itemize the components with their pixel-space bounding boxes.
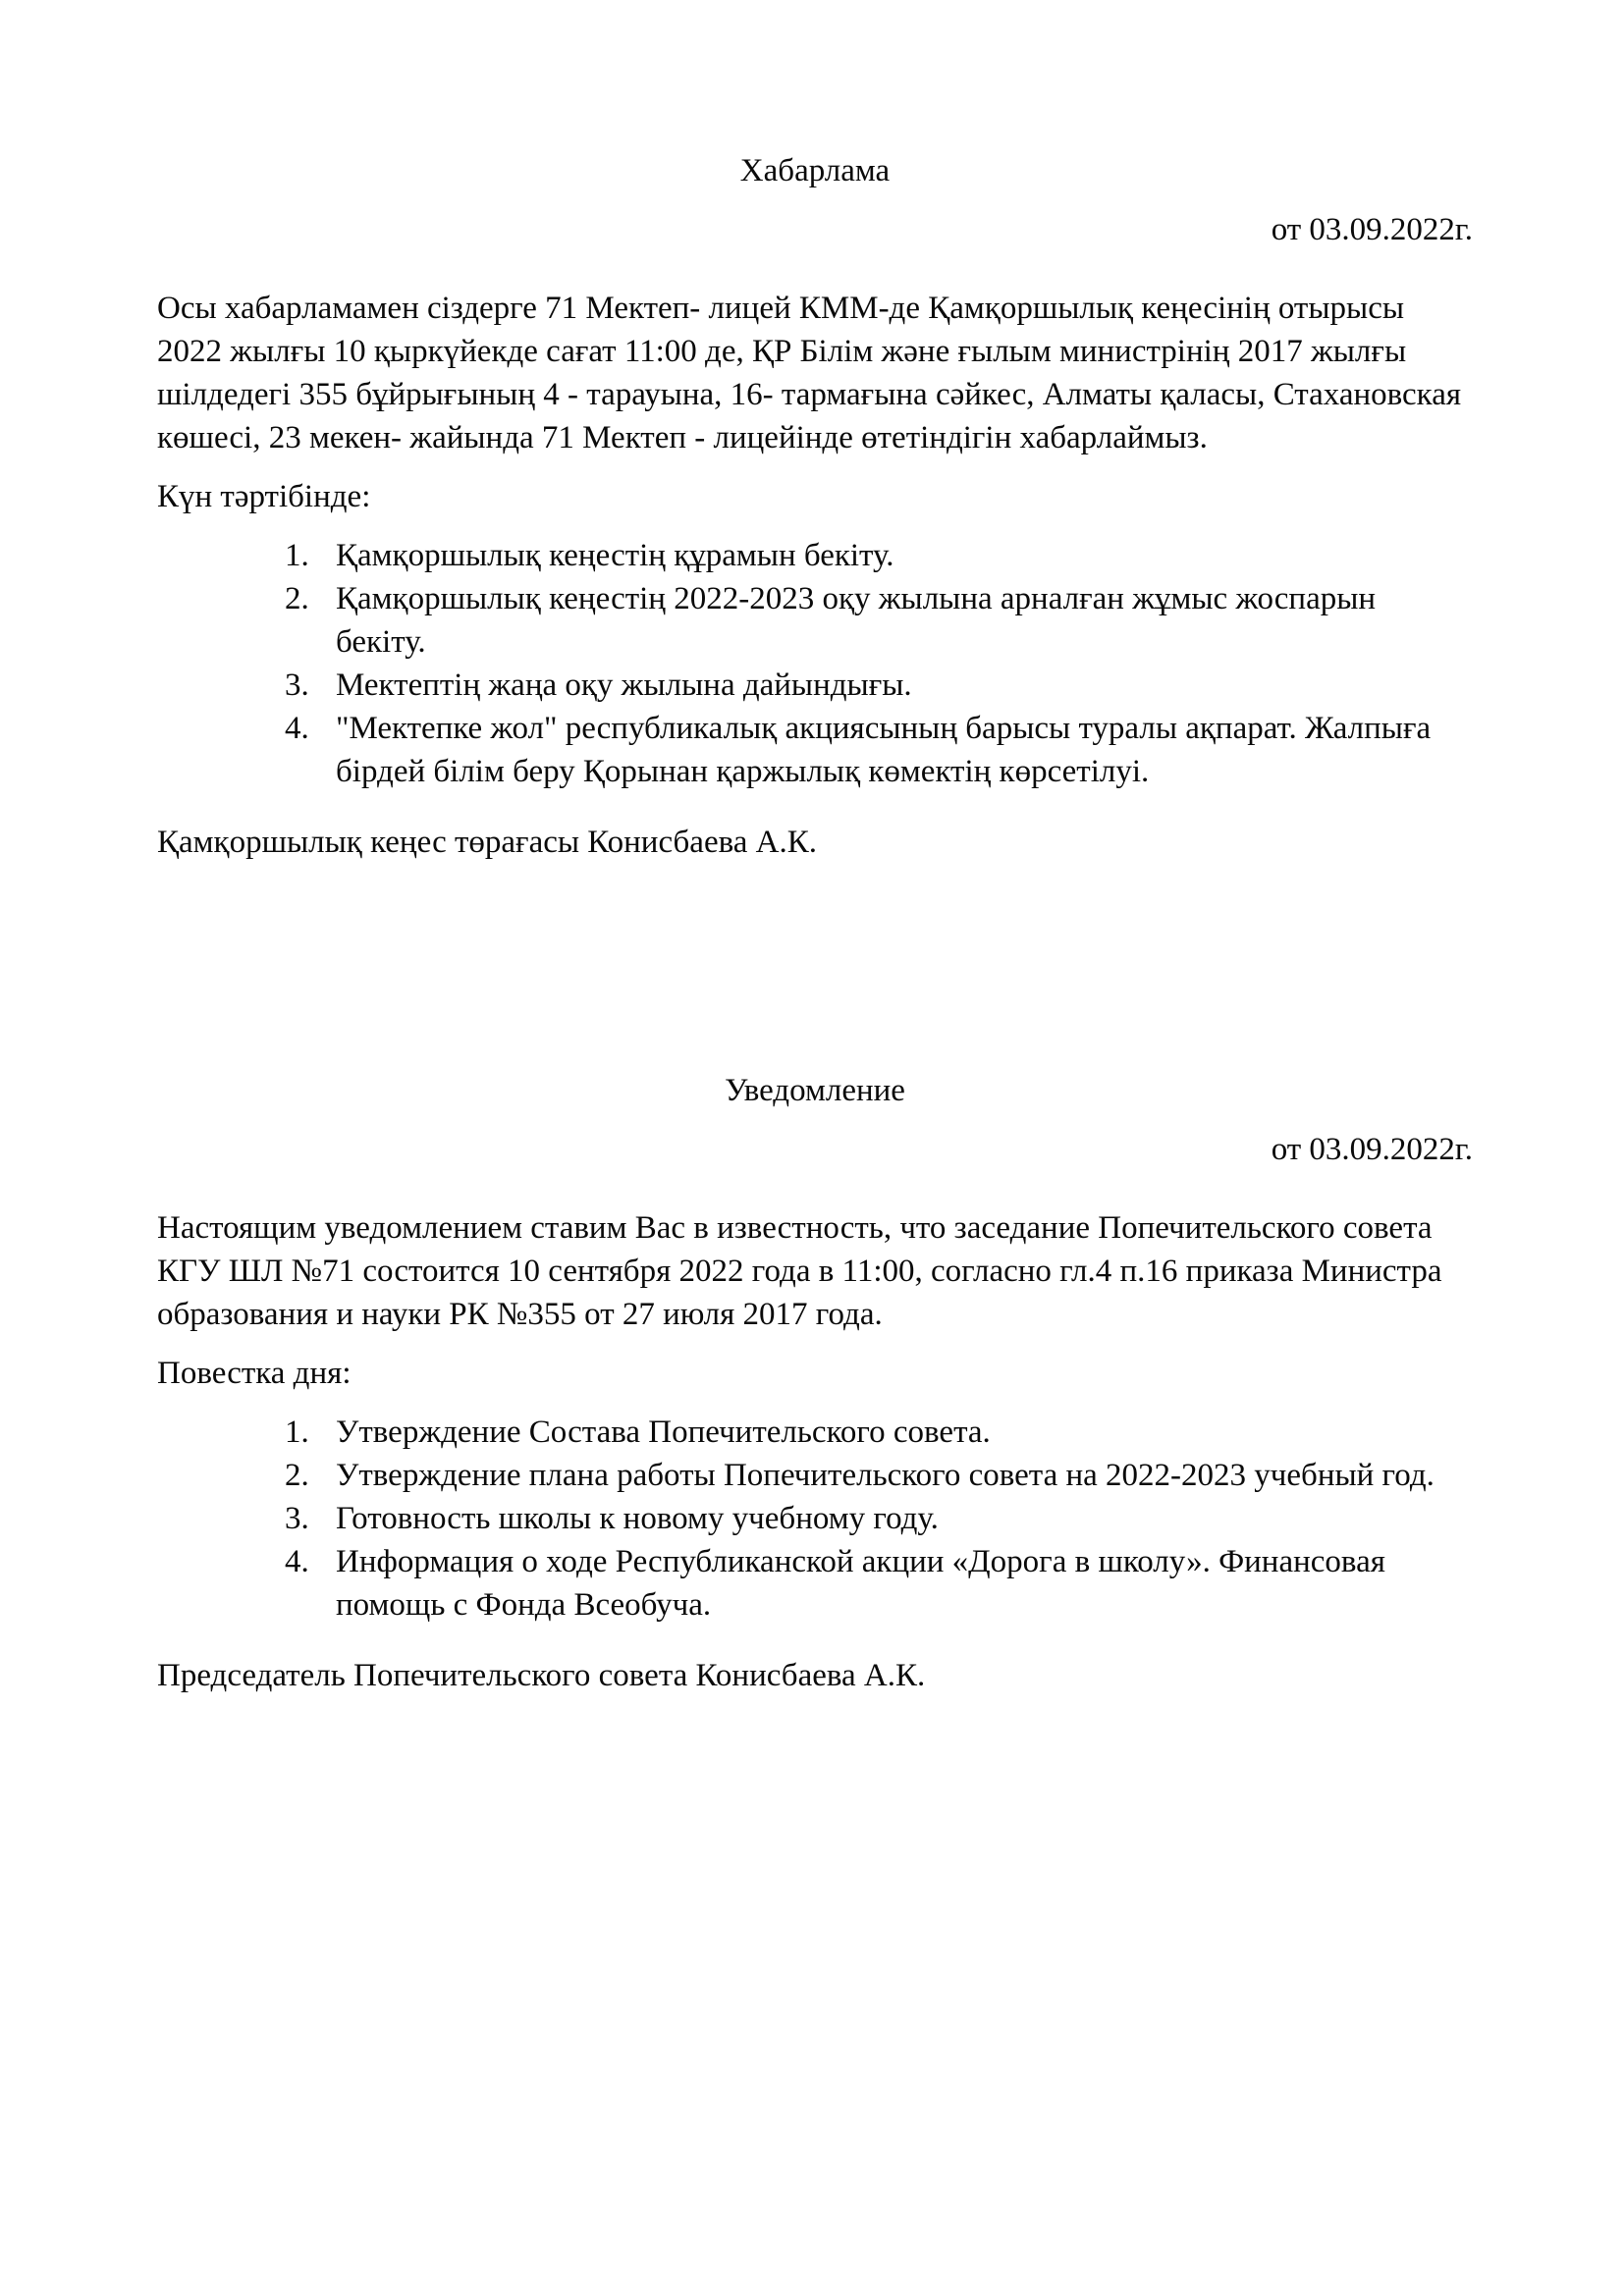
notice-kazakh xyxy=(157,149,1473,864)
agenda-item-text: Утверждение Состава Попечительского совета. xyxy=(336,1415,991,1450)
agenda-item xyxy=(285,1540,1473,1627)
agenda-item xyxy=(285,1454,1473,1497)
notice-ru-body: Настоящим уведомлением ставим Вас в известность, что заседание Попечительского совета КГУ ШЛ №71 состоится 10 сентября 2022 года в 11:00, согласно гл.4 п.16 приказа Министра образования и науки РК №355 от 27 июля 2017 года. xyxy=(157,1210,1442,1332)
agenda-item xyxy=(285,664,1473,707)
agenda-item-number: 2. xyxy=(285,1458,309,1493)
agenda-item-number: 3. xyxy=(285,667,309,703)
agenda-item-text: Қамқоршылық кеңестің құрамын бекіту. xyxy=(336,538,894,573)
agenda-item xyxy=(285,534,1473,577)
agenda-item-text: "Мектепке жол" республикалық акциясының барысы туралы ақпарат. Жалпыға бірдей білім беру Қорынан қаржылық көмектің көрсетілуі. xyxy=(336,711,1432,789)
agenda-item xyxy=(285,1411,1473,1454)
agenda-item-number: 2. xyxy=(285,581,309,616)
agenda-item-number: 4. xyxy=(285,711,309,746)
notice-kk-body: Осы хабарламамен сіздерге 71 Мектеп- лицей КММ-де Қамқоршылық кеңесінің отырысы 2022 жылғы 10 қыркүйекде сағат 11:00 де, ҚР Білім және ғылым министрінің 2017 жылғы шілдедегі 355 бұйрығының 4 - тарауына, 16- тармағына сәйкес, Алматы қаласы, Стахановская көшесі, 23 мекен- жайында 71 Мектеп - лицейінде өтетіндігін хабарлаймыз. xyxy=(157,291,1462,455)
notice-ru-signature: Председатель Попечительского совета Конисбаева А.К. xyxy=(157,1658,926,1693)
notice-kk-agenda-list xyxy=(157,534,1473,793)
notice-ru-agenda-list xyxy=(157,1411,1473,1627)
agenda-item xyxy=(285,707,1473,793)
agenda-item-number: 1. xyxy=(285,1415,309,1450)
agenda-item-text: Қамқоршылық кеңестің 2022-2023 оқу жылына арналған жұмыс жоспарын бекіту. xyxy=(336,581,1377,660)
notice-kk-agenda-heading: Күн тәртібінде: xyxy=(157,479,371,514)
notice-russian xyxy=(157,1069,1473,1697)
notice-ru-date: от 03.09.2022г. xyxy=(1271,1132,1473,1167)
agenda-item-number: 4. xyxy=(285,1544,309,1579)
agenda-item-text: Утверждение плана работы Попечительского совета на 2022-2023 учебный год. xyxy=(336,1458,1435,1493)
notice-kk-date: от 03.09.2022г. xyxy=(1271,212,1473,247)
notice-kk-signature: Қамқоршылық кеңес төрағасы Конисбаева А.К. xyxy=(157,825,817,860)
notice-ru-agenda-heading: Повестка дня: xyxy=(157,1356,352,1391)
agenda-item xyxy=(285,1497,1473,1540)
notice-ru-title: Уведомление xyxy=(725,1073,905,1108)
agenda-item-text: Мектептің жаңа оқу жылына дайындығы. xyxy=(336,667,912,703)
agenda-item xyxy=(285,577,1473,664)
notice-kk-title: Хабарлама xyxy=(739,153,891,188)
agenda-item-text: Готовность школы к новому учебному году. xyxy=(336,1501,939,1536)
agenda-item-number: 1. xyxy=(285,538,309,573)
agenda-item-text: Информация о ходе Республиканской акции «Дорога в школу». Финансовая помощь с Фонда Всеобуча. xyxy=(336,1544,1385,1623)
agenda-item-number: 3. xyxy=(285,1501,309,1536)
